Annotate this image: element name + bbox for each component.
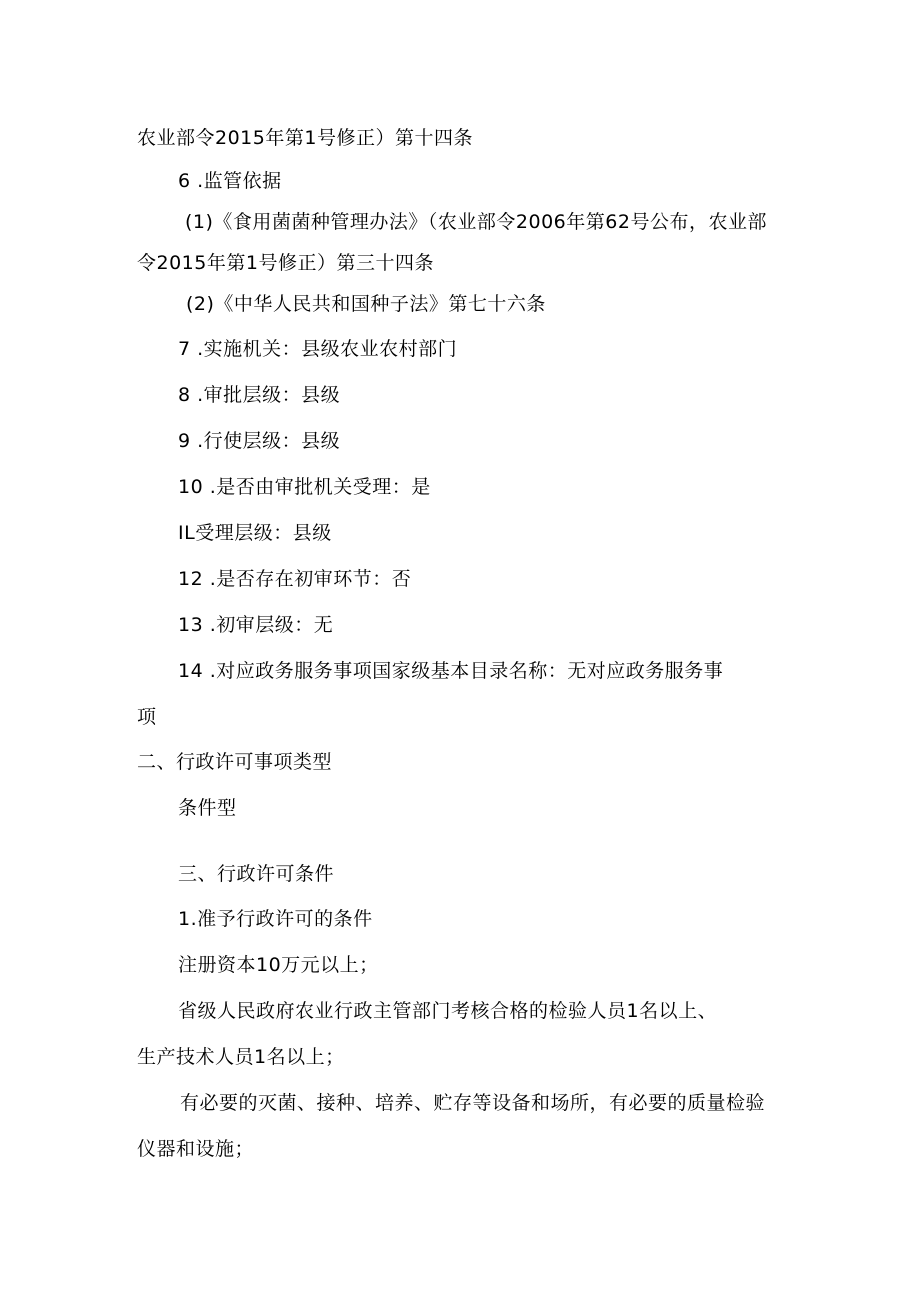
section-2-body: 条件型: [178, 797, 237, 819]
item-9-line: 9 .行使层级：县级: [178, 430, 341, 452]
item-8-line: 8 .审批层级：县级: [178, 384, 341, 406]
item-10-line: 10 .是否由审批机关受理：是: [178, 476, 431, 498]
section-6-heading: 6 .监管依据: [178, 170, 282, 192]
basis-2-line: (2)《中华人民共和国种子法》第七十六条: [186, 293, 546, 315]
item-13-line: 13 .初审层级：无: [178, 614, 334, 636]
condition-1-heading: 1.准予行政许可的条件: [178, 908, 373, 930]
basis-1-line-a: (1)《食用菌菌种管理办法》（农业部令2006年第62号公布，农业部: [185, 211, 767, 233]
section-2-heading: 二、行政许可事项类型: [137, 751, 333, 773]
condition-capital-line: 注册资本10万元以上；: [178, 954, 379, 976]
condition-staff-line-b: 生产技术人员1名以上；: [137, 1046, 345, 1068]
item-11-line: IL受理层级：县级: [178, 522, 332, 544]
item-7-line: 7 .实施机关：县级农业农村部门: [178, 338, 458, 360]
condition-equipment-line-b: 仪器和设施；: [137, 1138, 255, 1160]
text-line-1: 农业部令2015年第1号修正）第十四条: [137, 127, 473, 149]
item-14-line-a: 14 .对应政务服务事项国家级基本目录名称：无对应政务服务事: [178, 660, 724, 682]
condition-equipment-line-a: 有必要的灭菌、接种、培养、贮存等设备和场所，有必要的质量检验: [180, 1092, 766, 1114]
section-3-heading: 三、行政许可条件: [178, 863, 335, 885]
item-14-line-b: 项: [137, 706, 157, 728]
basis-1-line-b: 令2015年第1号修正）第三十四条: [137, 252, 434, 274]
item-12-line: 12 .是否存在初审环节：否: [178, 568, 412, 590]
condition-staff-line-a: 省级人民政府农业行政主管部门考核合格的检验人员1名以上、: [178, 1000, 718, 1022]
